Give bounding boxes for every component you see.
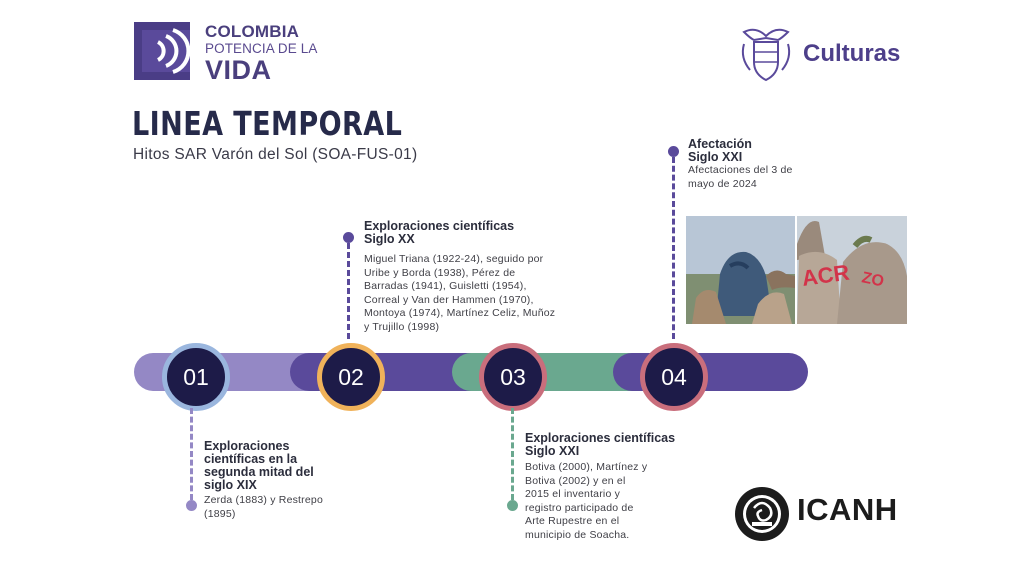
milestone-node-03 bbox=[479, 343, 547, 411]
milestone-title-02: Exploraciones científicas Siglo XX bbox=[364, 219, 515, 246]
milestone-title-04: Afectación Siglo XXI bbox=[688, 137, 752, 164]
connector-04 bbox=[672, 157, 675, 339]
coat-of-arms-icon bbox=[738, 24, 794, 82]
milestone-text-01: Zerda (1883) y Restrepo (1895) bbox=[204, 494, 323, 520]
colombia-logo-text bbox=[205, 23, 317, 84]
rock-photo-1 bbox=[686, 216, 795, 324]
page-subtitle: Hitos SAR Varón del Sol (SOA-FUS-01) bbox=[133, 146, 418, 163]
milestone-title-01: Exploraciones científicas en la segunda mitad del siglo XIX bbox=[204, 439, 314, 492]
connector-dot-04 bbox=[668, 146, 679, 157]
svg-text:ZO: ZO bbox=[860, 269, 886, 291]
colombia-logo-mark bbox=[134, 22, 190, 80]
milestone-text-03: Botiva (2000), Martínez y Botiva (2002) y en el 2015 el inventario y registro participado de Arte Rupestre en el municipio de Soacha. bbox=[525, 461, 648, 541]
connector-dot-01 bbox=[186, 500, 197, 511]
milestone-number: 04 bbox=[661, 364, 687, 390]
svg-text:ACR: ACR bbox=[800, 259, 851, 291]
connector-03 bbox=[511, 408, 514, 500]
connector-dot-02 bbox=[343, 232, 354, 243]
rock-photo-2 bbox=[797, 216, 907, 324]
milestone-node-02 bbox=[317, 343, 385, 411]
milestone-text-02: Miguel Triana (1922-24), seguido por Uribe y Borda (1938), Pérez de Barradas (1941), Guisletti (1954), Correal y Van der Hammen (1970), Montoya (1974), Martínez Celiz, Muñoz y Trujillo (1998) bbox=[364, 253, 556, 333]
connector-dot-03 bbox=[507, 500, 518, 511]
colombia-logo-line2: POTENCIA DE LA bbox=[205, 41, 318, 56]
connector-02 bbox=[347, 243, 350, 339]
milestone-node-04 bbox=[640, 343, 708, 411]
icanh-logo-label: ICANH bbox=[797, 492, 898, 527]
colombia-logo-line1: COLOMBIA bbox=[205, 22, 300, 41]
colombia-logo-line3: VIDA bbox=[205, 54, 272, 85]
milestone-title-03: Exploraciones científicas Siglo XXI bbox=[525, 431, 676, 458]
culturas-logo-label: Culturas bbox=[803, 40, 901, 67]
milestone-number: 02 bbox=[338, 364, 364, 390]
milestone-node-01 bbox=[162, 343, 230, 411]
milestone-number: 03 bbox=[500, 364, 526, 390]
connector-01 bbox=[190, 408, 193, 500]
milestone-text-04: Afectaciones del 3 de mayo de 2024 bbox=[688, 164, 793, 190]
page-title: LINEA TEMPORAL bbox=[132, 104, 403, 143]
milestone-number: 01 bbox=[183, 364, 209, 390]
icanh-seal-icon bbox=[734, 486, 790, 542]
